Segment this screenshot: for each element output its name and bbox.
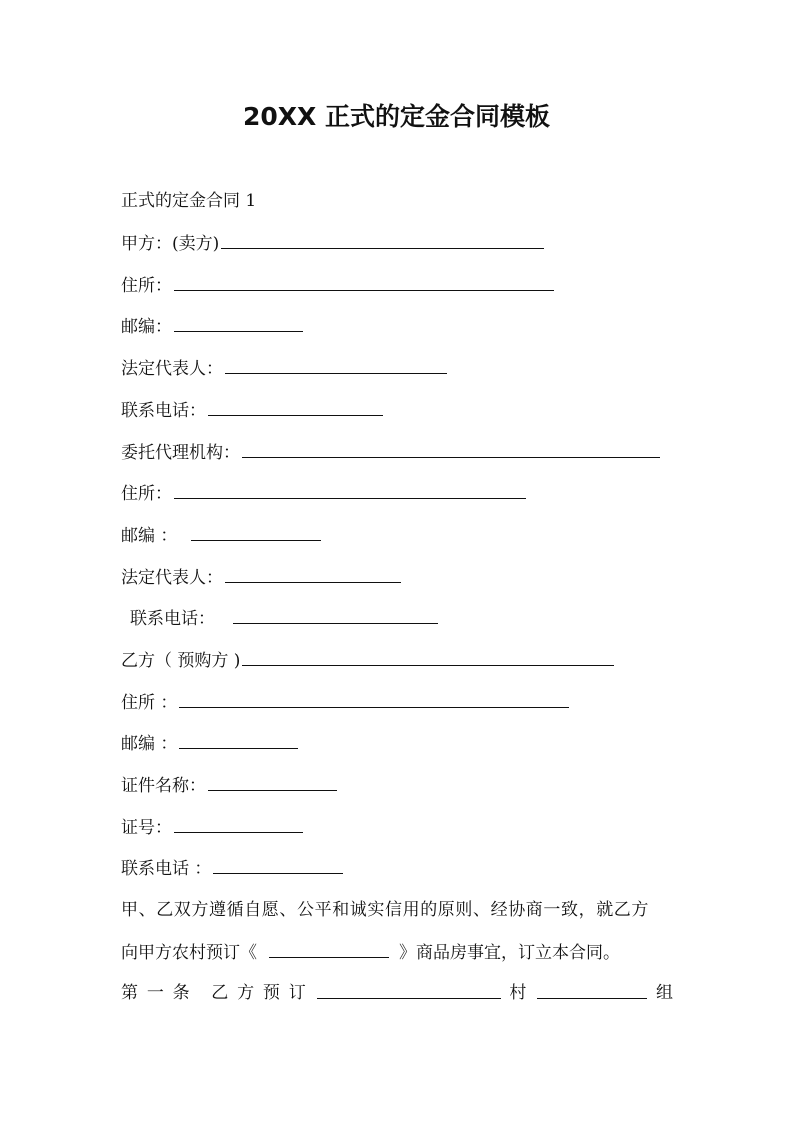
party-a-phone-blank[interactable]: [208, 398, 383, 416]
agent-address-label: 住所：: [121, 484, 172, 504]
party-b-id-number-label: 证号：: [121, 818, 172, 838]
agent-phone-blank[interactable]: [233, 606, 438, 624]
agent-legal-rep-label: 法定代表人：: [121, 568, 223, 588]
party-a-phone-line: [121, 398, 383, 422]
party-b-id-name-blank[interactable]: [208, 773, 337, 791]
project-name-blank[interactable]: [269, 940, 389, 958]
party-b-postcode-line: [121, 731, 298, 755]
document-title: 20XX 正式的定金合同模板: [242, 102, 551, 131]
party-a-blank[interactable]: [221, 231, 544, 249]
party-b-id-number-line: [121, 815, 303, 839]
party-a-postcode-label: 邮编：: [121, 317, 172, 337]
party-b-address-line: [121, 690, 569, 714]
party-a-address-blank[interactable]: [174, 273, 554, 291]
section-heading-text: 正式的定金合同 1: [121, 191, 257, 211]
party-a-address-line: [121, 273, 554, 297]
article-1-village-blank[interactable]: [537, 981, 647, 999]
paragraph-line-2-suffix: 》商品房事宜，订立本合同。: [399, 943, 620, 963]
agent-label: 委托代理机构：: [121, 443, 240, 463]
party-a-phone-label: 联系电话：: [121, 401, 206, 421]
article-1-word: 方: [237, 983, 255, 1003]
party-a-postcode-blank[interactable]: [174, 314, 303, 332]
article-1-word: 乙: [211, 983, 229, 1003]
article-1-location-blank[interactable]: [317, 981, 501, 999]
party-a-legal-rep-line: [121, 356, 447, 380]
agent-phone-line: [130, 606, 438, 630]
agent-address-blank[interactable]: [174, 481, 526, 499]
party-b-label: 乙方（ 预购方 ): [121, 651, 241, 671]
party-b-blank[interactable]: [242, 648, 614, 666]
party-b-postcode-label: 邮编 ：: [121, 734, 178, 754]
party-b-line: [121, 648, 614, 672]
article-1-word: 订: [288, 983, 306, 1003]
party-a-postcode-line: [121, 314, 303, 338]
party-b-postcode-blank[interactable]: [179, 731, 298, 749]
party-b-id-name-line: [121, 773, 337, 797]
party-a-address-label: 住所：: [121, 276, 172, 296]
party-b-phone-blank[interactable]: [213, 856, 343, 874]
agent-postcode-blank[interactable]: [191, 523, 321, 541]
party-b-address-label: 住所 ：: [121, 693, 178, 713]
party-b-phone-label: 联系电话 ：: [121, 859, 212, 879]
section-heading: [121, 189, 256, 213]
article-1-line: [121, 981, 673, 1005]
party-b-address-blank[interactable]: [179, 690, 569, 708]
paragraph-line-1: [121, 898, 649, 922]
article-1-word: 第: [121, 983, 138, 1003]
party-a-legal-rep-blank[interactable]: [225, 356, 447, 374]
party-b-id-name-label: 证件名称：: [121, 776, 206, 796]
article-1-word: 预: [262, 983, 280, 1003]
paragraph-line-2: [121, 940, 620, 964]
agent-blank[interactable]: [242, 440, 660, 458]
paragraph-line-2-prefix: 向甲方农村预订《: [121, 943, 257, 963]
agent-postcode-line: [121, 523, 321, 547]
party-b-id-number-blank[interactable]: [174, 815, 303, 833]
agent-address-line: [121, 481, 526, 505]
article-1-village: 村: [509, 983, 527, 1003]
party-a-label: 甲方：(卖方): [121, 234, 220, 254]
party-a-line: [121, 231, 544, 255]
party-b-phone-line: [121, 856, 343, 880]
article-1-group: 组: [655, 983, 673, 1003]
agent-legal-rep-line: [121, 565, 401, 589]
agent-legal-rep-blank[interactable]: [225, 565, 401, 583]
agent-line: [121, 440, 660, 464]
agent-postcode-label: 邮编 ：: [121, 526, 178, 546]
article-1-word: 一: [146, 983, 164, 1003]
article-1-word: 条: [172, 983, 190, 1003]
paragraph-line-1-text: 甲、乙双方遵循自愿、公平和诚实信用的原则、经协商一致，就乙方: [121, 900, 649, 920]
party-a-legal-rep-label: 法定代表人：: [121, 359, 223, 379]
agent-phone-label: 联系电话：: [130, 609, 215, 629]
